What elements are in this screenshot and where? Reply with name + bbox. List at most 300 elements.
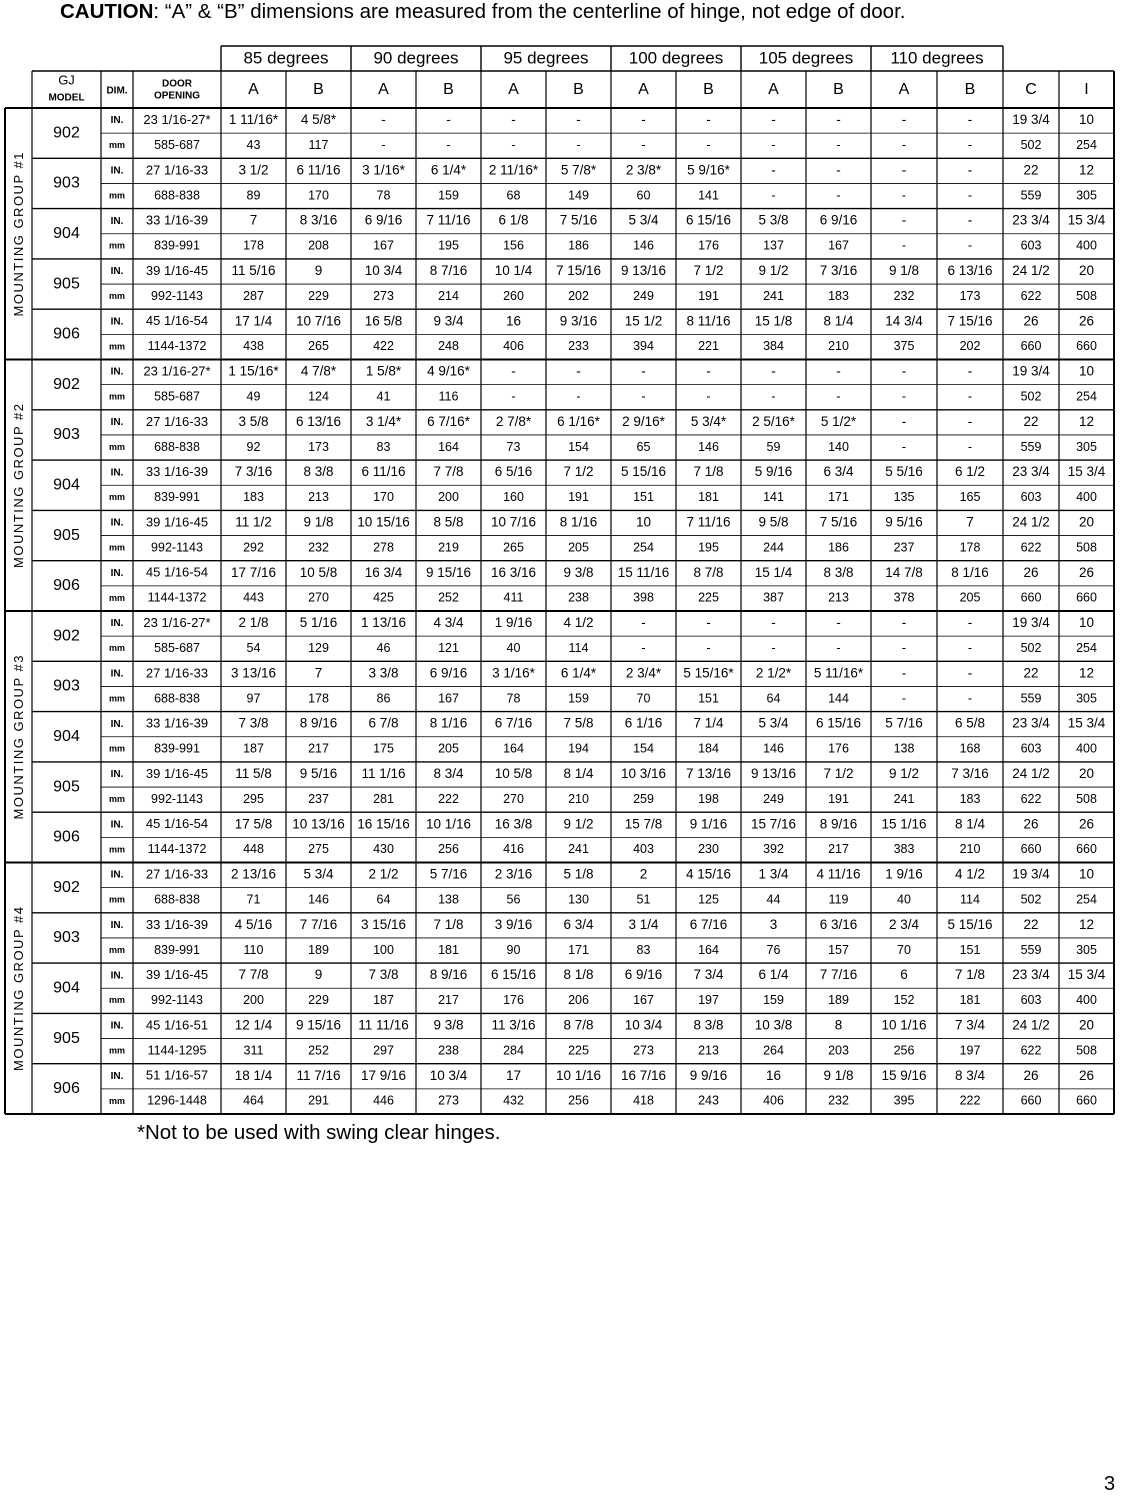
cell-mm: 194 <box>568 741 589 756</box>
cell-mm: 176 <box>828 741 849 756</box>
cell-inches: 7 1/4 <box>693 715 724 731</box>
cell-inches: 4 9/16* <box>427 363 470 379</box>
unit-label: IN. <box>110 718 124 730</box>
cell-inches: - <box>576 112 581 128</box>
cell-inches: 9 5/16 <box>299 766 338 782</box>
cell-mm: 203 <box>828 1043 849 1058</box>
cell-mm: - <box>576 138 581 153</box>
cell-mm: 281 <box>373 791 394 806</box>
cell-mm: 244 <box>763 540 784 555</box>
cell-mm: 159 <box>568 691 589 706</box>
cell-mm: 83 <box>636 942 651 957</box>
cell-mm: 622 <box>1020 288 1042 303</box>
cell-mm: 198 <box>698 791 719 806</box>
cell-inches: 11 11/16 <box>358 1017 409 1033</box>
cell-mm: 660 <box>1076 842 1097 857</box>
cell-inches: 6 9/16 <box>819 212 858 228</box>
cell-mm: 60 <box>636 188 651 203</box>
cell-mm: 146 <box>698 439 719 454</box>
model-number: 903 <box>53 677 80 695</box>
column-header: B <box>573 81 584 99</box>
cell-mm: 89 <box>246 188 261 203</box>
cell-inches: 26 <box>1078 313 1095 329</box>
cell-inches: 14 7/8 <box>885 564 923 580</box>
cell-mm: - <box>641 641 646 656</box>
cell-inches: 6 13/16 <box>295 413 342 429</box>
cell-mm: 70 <box>636 691 651 706</box>
cell-inches: 7 3/16 <box>951 766 989 782</box>
column-header: A <box>508 81 519 99</box>
cell-inches: 2 13/16 <box>230 866 277 882</box>
cell-inches: 7 1/8 <box>693 464 724 480</box>
cell-inches: 22 <box>1023 665 1039 681</box>
cell-mm: 400 <box>1076 993 1097 1008</box>
cell-mm: - <box>967 188 973 203</box>
cell-mm: 119 <box>828 892 849 907</box>
cell-mm: - <box>641 389 646 404</box>
cell-inches: 5 3/4 <box>303 866 334 882</box>
cell-inches: - <box>706 363 711 379</box>
cell-inches: 5 3/4 <box>758 715 789 731</box>
unit-label: mm <box>108 341 126 352</box>
column-header: A <box>638 81 649 99</box>
cell-inches: 8 1/4 <box>823 313 854 329</box>
cell-mm: - <box>771 389 776 404</box>
cell-mm: 114 <box>568 641 589 656</box>
cell-mm: 140 <box>828 439 849 454</box>
cell-inches: 9 1/2 <box>758 263 789 279</box>
cell-mm: 1144-1372 <box>147 339 207 354</box>
cell-inches: 7 3/16 <box>819 263 858 279</box>
cell-mm: 168 <box>959 741 981 756</box>
cell-mm: 839-991 <box>154 490 200 505</box>
cell-mm: 241 <box>763 288 784 303</box>
cell-mm: 432 <box>503 1093 524 1108</box>
cell-inches: 16 <box>505 313 522 329</box>
cell-mm: 265 <box>503 540 524 555</box>
unit-label: mm <box>108 1095 126 1106</box>
cell-mm: 217 <box>828 842 849 857</box>
cell-mm: 275 <box>308 842 329 857</box>
cell-mm: 585-687 <box>154 389 200 404</box>
cell-mm: 603 <box>1020 490 1042 505</box>
cell-mm: 210 <box>568 791 589 806</box>
cell-inches: 45 1/16-54 <box>145 313 209 329</box>
cell-mm: 422 <box>373 339 394 354</box>
cell-mm: - <box>381 138 386 153</box>
cell-inches: 6 7/8 <box>368 715 399 731</box>
cell-inches: 9 1/8 <box>888 263 920 279</box>
unit-label: mm <box>108 844 126 855</box>
cell-mm: 252 <box>308 1043 329 1058</box>
cell-mm: 273 <box>373 288 394 303</box>
cell-mm: - <box>706 389 711 404</box>
unit-label: IN. <box>110 567 124 579</box>
cell-inches: 23 1/16-27* <box>143 615 211 631</box>
cell-inches: - <box>836 162 841 178</box>
model-number: 906 <box>53 1080 80 1098</box>
cell-inches: 27 1/16-33 <box>145 413 209 429</box>
cell-mm: 406 <box>503 339 524 354</box>
cell-mm: 217 <box>308 741 329 756</box>
cell-inches: 15 9/16 <box>881 1067 927 1083</box>
cell-inches: 6 9/16 <box>624 967 663 983</box>
cell-inches: 20 <box>1078 263 1095 279</box>
cell-inches: 5 11/16* <box>813 665 864 681</box>
cell-inches: 15 3/4 <box>1067 464 1106 480</box>
cell-inches: 9 3/16 <box>559 313 598 329</box>
cell-inches: 15 3/4 <box>1067 967 1106 983</box>
cell-mm: - <box>771 188 776 203</box>
cell-inches: 15 1/2 <box>624 313 663 329</box>
dim-header: DIM. <box>106 85 128 97</box>
cell-inches: 6 7/16 <box>494 715 533 731</box>
cell-inches: 5 15/16* <box>683 665 734 681</box>
cell-inches: 8 3/16 <box>299 212 338 228</box>
cell-inches: 26 <box>1078 1067 1095 1083</box>
cell-mm: 292 <box>243 540 264 555</box>
cell-inches: 8 5/8 <box>433 514 464 530</box>
model-number: 906 <box>53 828 80 846</box>
cell-mm: 164 <box>438 439 459 454</box>
cell-inches: 1 11/16* <box>228 112 279 128</box>
cell-inches: 2 9/16* <box>622 413 665 429</box>
cell-mm: 243 <box>698 1093 719 1108</box>
cell-mm: 270 <box>308 590 329 605</box>
door-opening-header: DOOR <box>162 78 192 90</box>
cell-inches: 26 <box>1023 816 1039 832</box>
cell-inches: 7 7/8 <box>433 464 464 480</box>
cell-inches: 17 7/16 <box>230 564 277 580</box>
cell-inches: 17 1/4 <box>234 313 273 329</box>
cell-inches: 19 3/4 <box>1012 112 1050 128</box>
model-number: 906 <box>53 577 80 595</box>
cell-inches: 24 1/2 <box>1012 766 1050 782</box>
caution-label: CAUTION <box>60 0 154 23</box>
cell-mm: 191 <box>568 490 589 505</box>
cell-inches: 19 3/4 <box>1012 363 1050 379</box>
model-number: 905 <box>53 778 80 796</box>
cell-inches: 6 11/16 <box>361 464 406 480</box>
cell-inches: 15 7/8 <box>624 816 663 832</box>
cell-inches: 23 1/16-27* <box>143 363 211 379</box>
cell-mm: - <box>511 138 516 153</box>
cell-mm: 559 <box>1020 188 1042 203</box>
cell-inches: 27 1/16-33 <box>145 162 209 178</box>
cell-mm: 249 <box>763 791 784 806</box>
cell-inches: - <box>771 112 776 128</box>
column-header: A <box>898 81 910 99</box>
cell-mm: 256 <box>893 1043 915 1058</box>
cell-inches: 4 11/16 <box>816 866 861 882</box>
cell-mm: 400 <box>1076 238 1097 253</box>
door-opening-header: OPENING <box>153 90 201 102</box>
cell-mm: - <box>576 389 581 404</box>
cell-mm: 125 <box>698 892 719 907</box>
cell-inches: 51 1/16-57 <box>145 1067 209 1083</box>
cell-mm: 178 <box>959 540 981 555</box>
cell-inches: 2 3/16 <box>494 866 533 882</box>
cell-inches: 6 15/16 <box>490 967 537 983</box>
cell-inches: 7 <box>966 514 974 530</box>
cell-mm: 375 <box>893 339 915 354</box>
cell-mm: 411 <box>503 590 524 605</box>
cell-inches: - <box>771 162 776 178</box>
cell-inches: 10 1/16 <box>555 1067 602 1083</box>
column-header: A <box>768 81 779 99</box>
cell-mm: 222 <box>959 1093 981 1108</box>
cell-mm: 603 <box>1020 238 1042 253</box>
cell-mm: 395 <box>893 1093 915 1108</box>
cell-inches: 4 3/4 <box>433 615 464 631</box>
cell-inches: 27 1/16-33 <box>145 866 209 882</box>
cell-mm: 195 <box>438 238 459 253</box>
model-number: 902 <box>53 375 80 393</box>
cell-mm: 40 <box>506 641 521 656</box>
cell-mm: 225 <box>698 590 719 605</box>
unit-label: mm <box>108 542 126 553</box>
cell-mm: 254 <box>1076 138 1097 153</box>
cell-inches: 24 1/2 <box>1012 263 1050 279</box>
cell-inches: 8 1/16 <box>559 514 598 530</box>
cell-mm: 43 <box>246 138 261 153</box>
cell-inches: 9 5/8 <box>758 514 789 530</box>
model-number: 904 <box>53 727 80 745</box>
unit-label: mm <box>108 995 126 1006</box>
cell-mm: 160 <box>503 490 524 505</box>
cell-mm: 273 <box>633 1043 654 1058</box>
cell-mm: 403 <box>633 842 654 857</box>
cell-inches: - <box>771 363 776 379</box>
cell-inches: 15 1/8 <box>754 313 793 329</box>
cell-inches: 26 <box>1023 564 1039 580</box>
cell-inches: 7 13/16 <box>685 766 732 782</box>
cell-mm: 256 <box>438 842 459 857</box>
cell-inches: 6 <box>900 967 908 983</box>
cell-inches: 5 3/4 <box>628 212 659 228</box>
cell-mm: 508 <box>1076 1043 1097 1058</box>
footnote: *Not to be used with swing clear hinges. <box>137 1121 501 1144</box>
cell-mm: 171 <box>568 942 589 957</box>
cell-mm: 384 <box>763 339 784 354</box>
cell-mm: 176 <box>698 238 719 253</box>
cell-mm: 144 <box>828 691 849 706</box>
cell-inches: 6 3/4 <box>563 916 594 932</box>
cell-inches: 7 3/8 <box>238 715 269 731</box>
cell-inches: - <box>641 615 646 631</box>
unit-label: IN. <box>110 668 124 680</box>
cell-mm: 660 <box>1020 842 1042 857</box>
cell-inches: - <box>901 665 907 681</box>
cell-inches: 8 1/4 <box>954 816 986 832</box>
cell-inches: 10 7/16 <box>295 313 342 329</box>
cell-mm: 392 <box>763 842 784 857</box>
cell-mm: 229 <box>308 288 329 303</box>
cell-mm: 230 <box>698 842 719 857</box>
cell-mm: 214 <box>438 288 459 303</box>
cell-inches: 11 5/16 <box>231 263 276 279</box>
cell-mm: 416 <box>503 842 524 857</box>
cell-mm: 208 <box>308 238 329 253</box>
column-header: A <box>248 81 259 99</box>
cell-mm: 121 <box>438 641 459 656</box>
cell-mm: 54 <box>246 641 261 656</box>
cell-inches: 6 15/16 <box>685 212 732 228</box>
cell-mm: 165 <box>959 490 981 505</box>
cell-inches: 11 3/16 <box>491 1017 536 1033</box>
cell-mm: 398 <box>633 590 654 605</box>
model-number: 904 <box>53 224 80 242</box>
cell-mm: - <box>511 389 516 404</box>
cell-inches: 3 1/2 <box>238 162 269 178</box>
cell-inches: 6 3/16 <box>819 916 858 932</box>
cell-inches: 4 1/2 <box>954 866 986 882</box>
cell-inches: 19 3/4 <box>1012 866 1050 882</box>
cell-inches: 8 3/4 <box>954 1067 986 1083</box>
cell-inches: - <box>576 363 581 379</box>
cell-mm: 100 <box>373 942 394 957</box>
cell-mm: 400 <box>1076 741 1097 756</box>
cell-mm: 181 <box>959 993 981 1008</box>
cell-inches: 23 3/4 <box>1012 967 1050 983</box>
cell-mm: 217 <box>438 993 459 1008</box>
cell-inches: 23 3/4 <box>1012 715 1050 731</box>
cell-inches: 9 1/8 <box>823 1067 854 1083</box>
column-header: A <box>378 81 389 99</box>
cell-mm: - <box>967 641 973 656</box>
model-header: MODEL <box>48 92 85 104</box>
cell-inches: 2 1/2 <box>368 866 399 882</box>
cell-mm: 508 <box>1076 540 1097 555</box>
cell-inches: 3 5/8 <box>238 413 269 429</box>
cell-inches: 7 1/2 <box>693 263 724 279</box>
cell-mm: 73 <box>506 439 521 454</box>
cell-mm: 189 <box>308 942 329 957</box>
cell-mm: 167 <box>373 238 394 253</box>
cell-mm: 146 <box>633 238 654 253</box>
cell-mm: 660 <box>1020 1093 1042 1108</box>
cell-inches: 10 <box>635 514 652 530</box>
cell-mm: 41 <box>376 389 391 404</box>
unit-label: IN. <box>110 316 124 328</box>
cell-mm: - <box>901 188 907 203</box>
cell-mm: 259 <box>633 791 654 806</box>
cell-mm: 176 <box>503 993 524 1008</box>
cell-inches: - <box>836 363 841 379</box>
cell-mm: 210 <box>828 339 849 354</box>
cell-mm: 71 <box>246 892 261 907</box>
cell-inches: 3 3/8 <box>368 665 399 681</box>
cell-inches: 7 <box>314 665 323 681</box>
cell-inches: 10 <box>1078 112 1095 128</box>
cell-inches: 20 <box>1078 1017 1095 1033</box>
cell-mm: 284 <box>503 1043 524 1058</box>
cell-inches: 9 15/16 <box>295 1017 342 1033</box>
cell-inches: 1 15/16* <box>228 363 279 379</box>
cell-inches: 3 1/4 <box>628 916 659 932</box>
model-number: 904 <box>53 979 80 997</box>
cell-inches: 3 1/16* <box>362 162 405 178</box>
cell-mm: 264 <box>763 1043 784 1058</box>
cell-mm: 622 <box>1020 540 1042 555</box>
cell-inches: 3 1/16* <box>492 665 535 681</box>
cell-inches: 6 13/16 <box>947 263 993 279</box>
cell-mm: 464 <box>243 1093 264 1108</box>
cell-mm: 241 <box>893 791 915 806</box>
cell-inches: 1 5/8* <box>365 363 402 379</box>
cell-mm: 97 <box>246 691 261 706</box>
unit-label: mm <box>108 592 126 603</box>
cell-inches: 6 11/16 <box>296 162 341 178</box>
cell-inches: 39 1/16-45 <box>145 765 209 781</box>
model-number: 903 <box>53 426 80 444</box>
cell-inches: 8 7/16 <box>429 263 468 279</box>
cell-inches: 15 7/16 <box>750 816 797 832</box>
cell-inches: 7 7/16 <box>299 916 338 932</box>
cell-inches: 7 <box>249 212 258 228</box>
cell-mm: 585-687 <box>154 138 200 153</box>
cell-mm: 154 <box>633 741 654 756</box>
cell-mm: 44 <box>766 892 781 907</box>
cell-mm: 184 <box>698 741 719 756</box>
cell-inches: 8 3/8 <box>303 464 334 480</box>
cell-inches: - <box>381 112 386 128</box>
cell-inches: 7 15/16 <box>555 263 602 279</box>
cell-mm: 660 <box>1020 339 1042 354</box>
cell-mm: 195 <box>698 540 719 555</box>
cell-mm: 129 <box>308 641 329 656</box>
cell-mm: 167 <box>438 691 459 706</box>
cell-mm: 559 <box>1020 691 1042 706</box>
unit-label: mm <box>108 1045 126 1056</box>
cell-mm: 1144-1372 <box>147 842 207 857</box>
cell-mm: 149 <box>568 188 589 203</box>
unit-label: mm <box>108 794 126 804</box>
cell-mm: 237 <box>308 791 329 806</box>
cell-mm: 175 <box>373 741 394 756</box>
cell-inches: 2 7/8* <box>495 413 532 429</box>
cell-mm: 443 <box>243 590 264 605</box>
cell-inches: - <box>901 615 907 631</box>
cell-mm: 164 <box>698 942 719 957</box>
cell-mm: 603 <box>1020 993 1042 1008</box>
cell-inches: 7 1/2 <box>823 766 854 782</box>
cell-inches: 10 13/16 <box>292 816 345 832</box>
cell-inches: 12 <box>1078 162 1095 178</box>
cell-mm: 151 <box>959 942 981 957</box>
caution-text: : “A” & “B” dimensions are measured from the centerline of hinge, not edge of door. <box>153 0 906 23</box>
cell-inches: 6 9/16 <box>364 212 403 228</box>
cell-mm: 124 <box>308 389 329 404</box>
unit-label: IN. <box>110 618 124 630</box>
cell-inches: 45 1/16-51 <box>145 1017 209 1033</box>
cell-inches: 4 1/2 <box>563 615 594 631</box>
cell-inches: 5 1/16 <box>299 615 338 631</box>
cell-inches: 5 7/16 <box>429 866 468 882</box>
cell-mm: 170 <box>308 188 329 203</box>
cell-inches: - <box>901 363 907 379</box>
cell-mm: 256 <box>568 1093 589 1108</box>
model-number: 904 <box>53 476 80 494</box>
unit-label: mm <box>108 643 126 654</box>
cell-inches: - <box>967 615 973 631</box>
cell-inches: 15 3/4 <box>1067 212 1106 228</box>
cell-mm: 90 <box>506 942 521 957</box>
degree-header: 100 degrees <box>628 48 724 68</box>
cell-inches: 9 <box>314 967 323 983</box>
cell-inches: 17 5/8 <box>234 816 273 832</box>
degree-header: 90 degrees <box>373 48 459 68</box>
